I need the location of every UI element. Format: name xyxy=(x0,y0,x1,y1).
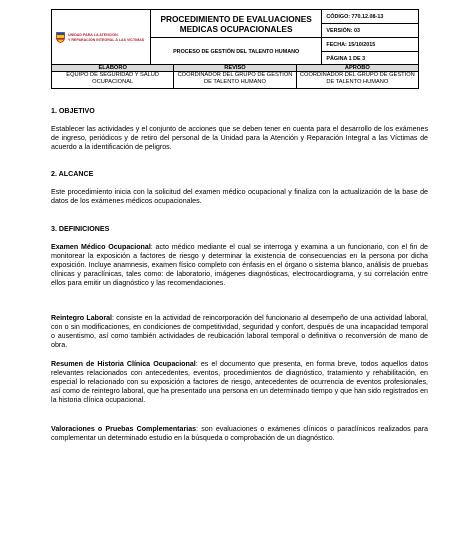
document-header-table xyxy=(51,9,419,66)
definition-text: : es el documento que presenta, en forma breve, todos aquellos datos relevantes relacionados con antecedentes, eventos, procedimientos de diagnóstico, tratamiento y rehabilitación, en especial lo relacionado con su exposición a factores de riesgo, antecedentes de ocurrencia de eventos profesionales, así como de reintegro laboral, que ha presentado una persona en un determinado tiempo y que han sido registrados en la historia clínica ocupacional. xyxy=(51,360,429,404)
reviso-value: COORDINADOR DEL GRUPO DE GESTIÓN DE TALENTO HUMANO xyxy=(174,72,296,89)
logo-line-2: Y REPARACIÓN INTEGRAL A LAS VÍCTIMAS xyxy=(68,37,145,42)
definition-term: Reintegro Laboral xyxy=(51,314,113,322)
subtitle-cell xyxy=(150,38,322,66)
section-definiciones-title: 3. DEFINICIONES xyxy=(51,225,110,233)
unidad-victimas-logo xyxy=(52,32,150,43)
logo-cell xyxy=(52,10,151,66)
definition-examen-medico xyxy=(51,243,428,288)
definition-text: : son evaluaciones o exámenes clínicos o paraclínicos realizados para complementar un determinado estudio en la búsqueda o comprobación de un diagnóstico. xyxy=(51,425,428,442)
definition-reintegro-laboral xyxy=(51,314,428,350)
elaboro-label: ELABORÓ xyxy=(52,65,174,72)
shield-icon xyxy=(56,32,65,43)
definition-resumen-historia xyxy=(51,360,428,405)
title-cell xyxy=(150,10,322,38)
document-date: FECHA: 15/10/2015 xyxy=(322,38,419,52)
aprobo-value: COORDINADOR DEL GRUPO DE GESTIÓN DE TALENTO HUMANO xyxy=(296,72,418,89)
document-code: CÓDIGO: 770.12.08-13 xyxy=(322,10,419,24)
definition-term: Valoraciones o Pruebas Complementarias xyxy=(51,425,197,433)
logo-line-1: UNIDAD PARA LA ATENCIÓN xyxy=(68,33,118,38)
section-objetivo-text: Establecer las actividades y el conjunto de acciones que se deben tener en cuenta para el desarrollo de los exámenes de ingreso, periódicos y de retiro del personal de la Unidad para la Atención y Reparación Integral a las Víctimas de acuerdo a la identificación de peligros. xyxy=(51,125,428,151)
signature-table xyxy=(51,64,419,89)
page-number: PÁGINA 1 DE 3 xyxy=(322,52,419,66)
reviso-label: REVISÓ xyxy=(174,65,296,72)
section-alcance-title: 2. ALCANCE xyxy=(51,170,94,178)
document-version: VERSIÓN: 03 xyxy=(322,24,419,38)
definition-text: : consiste en la actividad de reincorporación del funcionario al desempeño de una actividad laboral, con o sin modificaciones, en condiciones de competitividad, seguridad y confort, después de una incapacidad temporal o ausentismo, así como también actividades de reubicación laboral temporal o definitiva o reconversión de mano de obra. xyxy=(51,314,428,349)
process-name: PROCESO DE GESTIÓN DEL TALENTO HUMANO xyxy=(173,48,300,55)
section-alcance-text: Este procedimiento inicia con la solicitud del examen médico ocupacional y finaliza con la actualización de la base de datos de los exámenes médicos ocupacionales. xyxy=(51,188,428,205)
aprobo-label: APROBÓ xyxy=(296,65,418,72)
definition-term: Examen Médico Ocupacional xyxy=(51,243,151,251)
elaboro-value: EQUIPO DE SEGURIDAD Y SALUD OCUPACIONAL xyxy=(52,72,174,89)
definition-text: : acto médico mediante el cual se interroga y examina a un funcionario, con el fin de monitorear la exposición a factores de riesgo y determinar la existencia de consecuencias en la persona por dicha exposición. Incluye anamnesis, examen físico completo con énfasis en el órgano o sistema blanco, análisis de pruebas clínicas y paraclínicas, tales como: de laboratorio, imágenes diagnósticas, electrocardiograma, y su correlación entre ellos para emitir un diagnóstico y las recomendaciones. xyxy=(51,243,428,287)
section-objetivo-title: 1. OBJETIVO xyxy=(51,107,95,115)
definition-valoraciones xyxy=(51,425,428,443)
definition-term: Resumen de Historia Clínica Ocupacional xyxy=(51,360,196,368)
document-title: PROCEDIMIENTO DE EVALUACIONES MEDICAS OCUPACIONALES xyxy=(160,13,312,34)
